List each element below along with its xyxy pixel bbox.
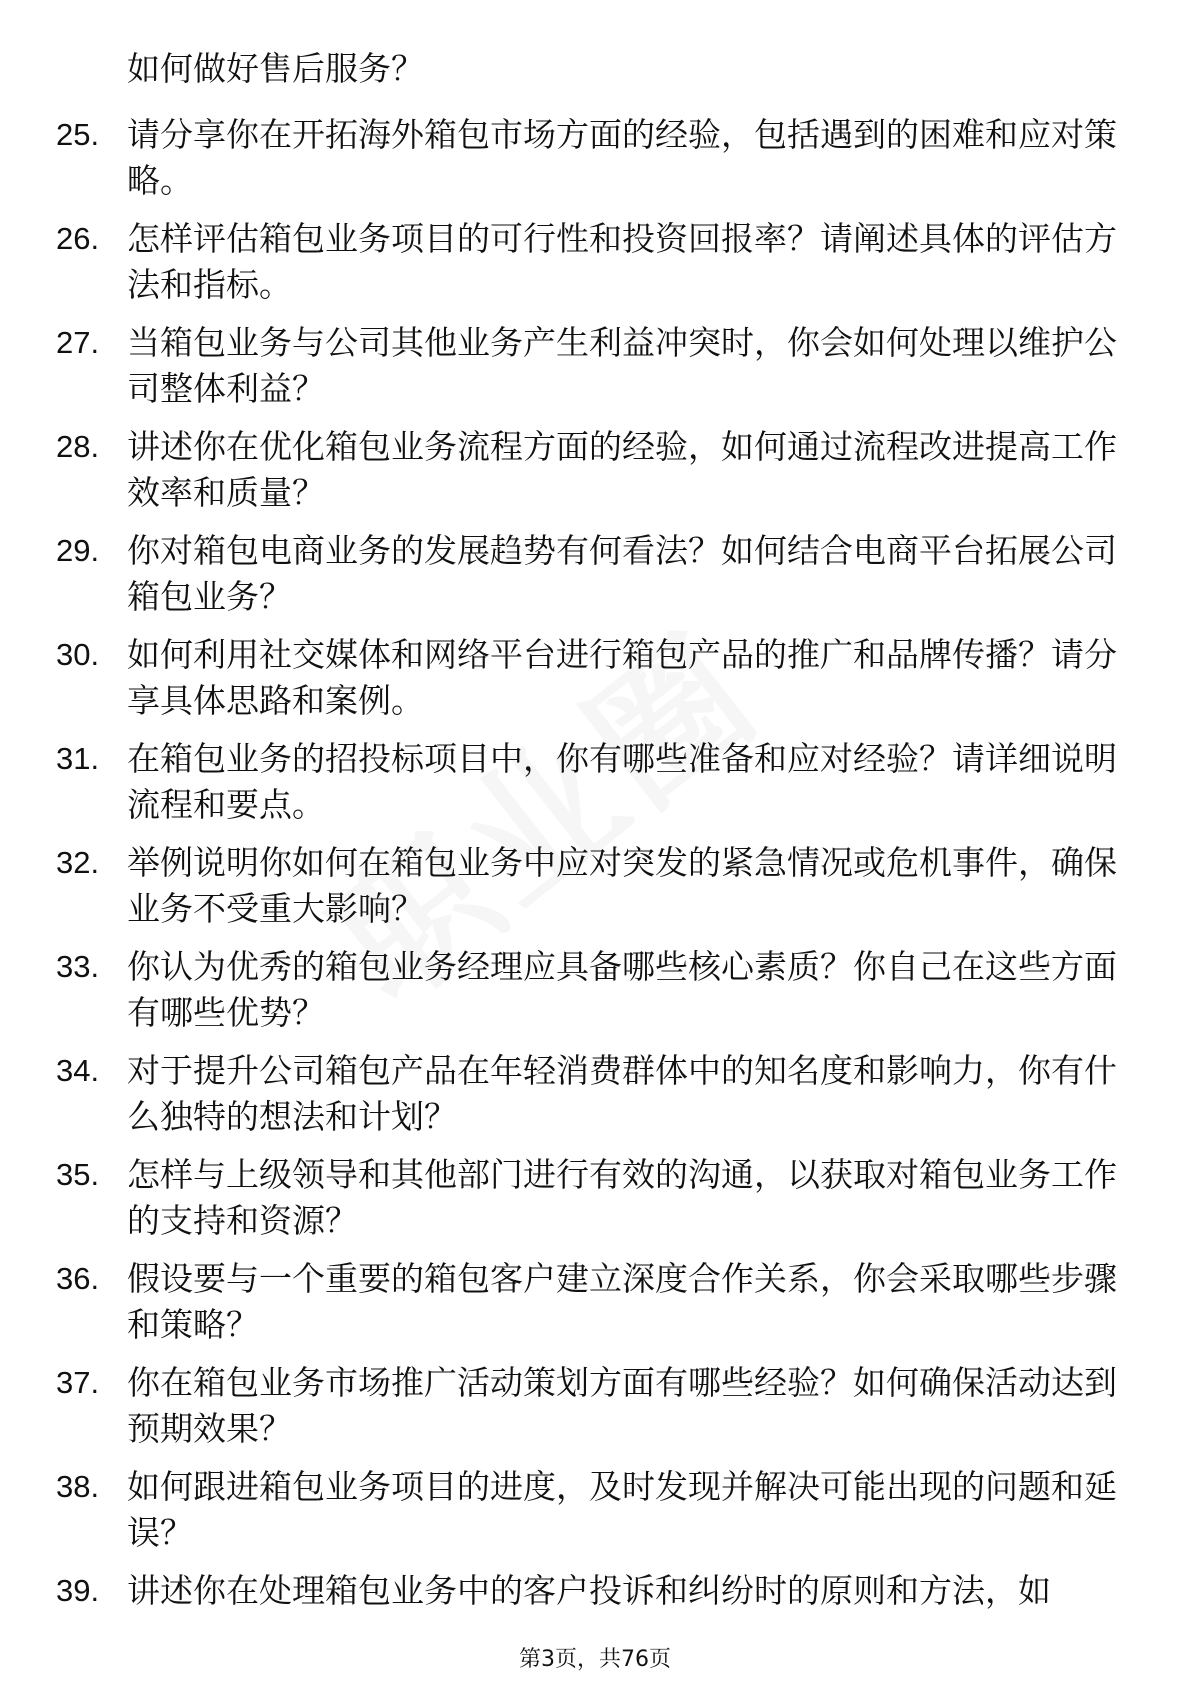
- question-text: 在箱包业务的招投标项目中，你有哪些准备和应对经验？请详细说明流程和要点。: [127, 739, 1117, 824]
- list-item: [0, 1240, 1190, 1344]
- question-number: 26.: [56, 221, 100, 256]
- continuation-text: 如何做好售后服务？: [127, 49, 424, 88]
- question-text: 怎样与上级领导和其他部门进行有效的沟通，以获取对箱包业务工作的支持和资源？: [127, 1155, 1117, 1240]
- list-item: [0, 824, 1190, 928]
- question-number: 29.: [56, 533, 100, 568]
- list-item: [0, 1344, 1190, 1448]
- list-item: [0, 408, 1190, 512]
- question-number: 34.: [56, 1053, 100, 1088]
- list-item: [0, 1136, 1190, 1240]
- question-number: 37.: [56, 1365, 100, 1400]
- question-text: 怎样评估箱包业务项目的可行性和投资回报率？请阐述具体的评估方法和指标。: [127, 219, 1117, 304]
- question-text: 讲述你在优化箱包业务流程方面的经验，如何通过流程改进提高工作效率和质量？: [127, 427, 1117, 512]
- question-text: 举例说明你如何在箱包业务中应对突发的紧急情况或危机事件，确保业务不受重大影响？: [127, 843, 1117, 928]
- question-text: 请分享你在开拓海外箱包市场方面的经验，包括遇到的困难和应对策略。: [127, 115, 1117, 200]
- question-text: 你对箱包电商业务的发展趋势有何看法？如何结合电商平台拓展公司箱包业务？: [127, 531, 1117, 616]
- question-number: 27.: [56, 325, 100, 360]
- list-item: [0, 1552, 1190, 1656]
- question-number: 39.: [56, 1573, 100, 1608]
- question-text: 对于提升公司箱包产品在年轻消费群体中的知名度和影响力，你有什么独特的想法和计划？: [127, 1051, 1117, 1136]
- question-text: 你在箱包业务市场推广活动策划方面有哪些经验？如何确保活动达到预期效果？: [127, 1363, 1117, 1448]
- question-number: 28.: [56, 429, 100, 464]
- question-list: [0, 96, 1190, 1656]
- question-number: 35.: [56, 1157, 100, 1192]
- list-item: [0, 200, 1190, 304]
- question-text: 如何跟进箱包业务项目的进度，及时发现并解决可能出现的问题和延误？: [127, 1467, 1117, 1552]
- question-number: 32.: [56, 845, 100, 880]
- list-item: [0, 512, 1190, 616]
- list-item: [0, 304, 1190, 408]
- list-item: [0, 720, 1190, 824]
- list-item: [0, 96, 1190, 200]
- list-item: [0, 928, 1190, 1032]
- list-item: [0, 1032, 1190, 1136]
- question-number: 31.: [56, 741, 100, 776]
- question-number: 30.: [56, 637, 100, 672]
- question-text: 假设要与一个重要的箱包客户建立深度合作关系，你会采取哪些步骤和策略？: [127, 1259, 1117, 1344]
- question-number: 38.: [56, 1469, 100, 1504]
- question-text: 讲述你在处理箱包业务中的客户投诉和纠纷时的原则和方法，如: [127, 1571, 1051, 1610]
- list-item: [0, 1448, 1190, 1552]
- question-number: 25.: [56, 117, 100, 152]
- question-text: 如何利用社交媒体和网络平台进行箱包产品的推广和品牌传播？请分享具体思路和案例。: [127, 635, 1117, 720]
- question-text: 你认为优秀的箱包业务经理应具备哪些核心素质？你自己在这些方面有哪些优势？: [127, 947, 1117, 1032]
- page-footer: 第3页，共76页: [519, 1647, 671, 1672]
- question-number: 36.: [56, 1261, 100, 1296]
- list-item: [0, 616, 1190, 720]
- question-number: 33.: [56, 949, 100, 984]
- question-text: 当箱包业务与公司其他业务产生利益冲突时，你会如何处理以维护公司整体利益？: [127, 323, 1117, 408]
